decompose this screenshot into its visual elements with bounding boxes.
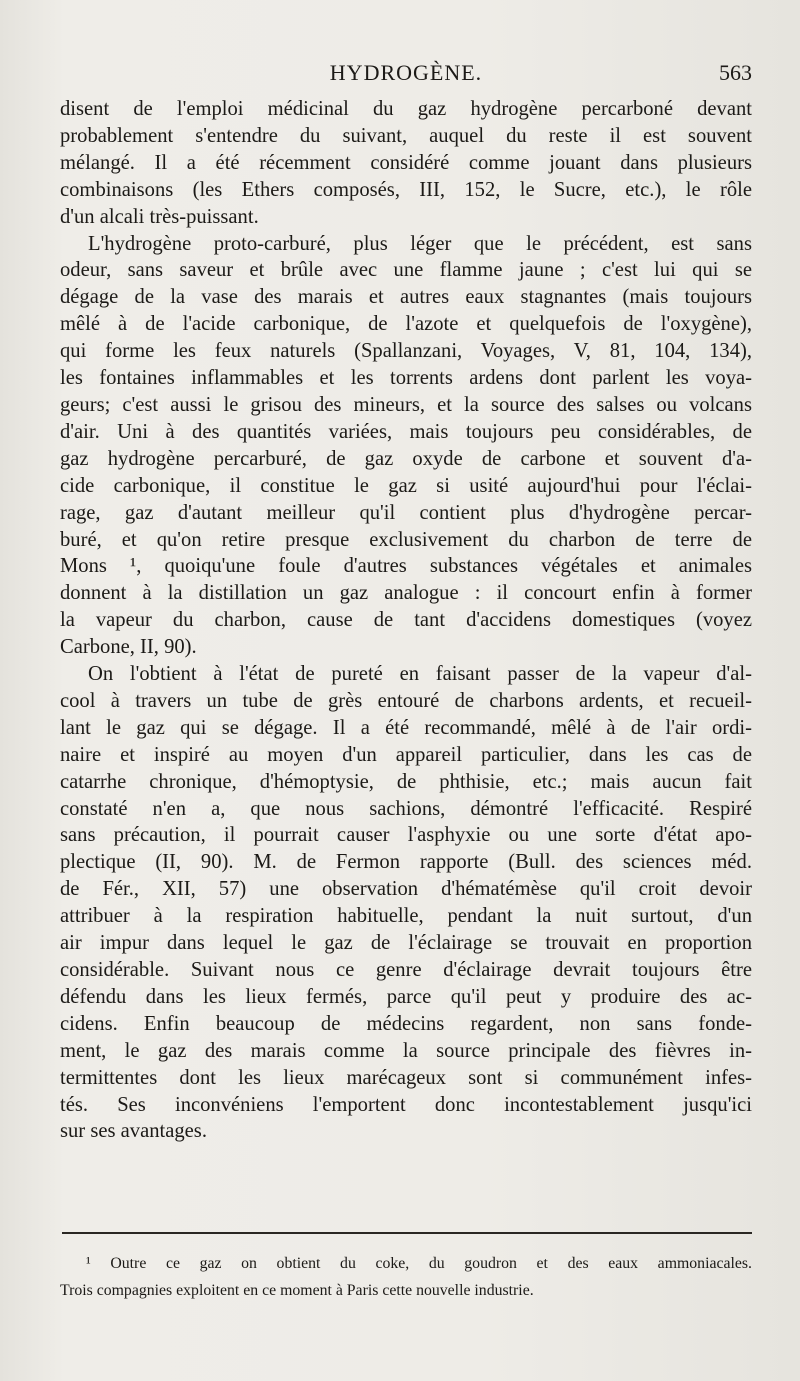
text-line: probablement s'entendre du suivant, auquel du reste il est souvent	[60, 124, 752, 147]
text-line: Carbone, II, 90).	[60, 636, 197, 659]
text-line: mêlé à de l'acide carbonique, de l'azote et quelquefois de l'oxygène),	[60, 313, 752, 336]
text-line: cool à travers un tube de grès entouré de charbons ardents, et recueil-	[60, 689, 752, 712]
text-line: Mons ¹, quoiqu'une foule d'autres substances végétales et animales	[60, 555, 752, 578]
text-line: qui forme les feux naturels (Spallanzani, Voyages, V, 81, 104, 134),	[60, 340, 752, 363]
footnote-line: ¹ Outre ce gaz on obtient du coke, du goudron et des eaux ammoniacales.	[86, 1255, 752, 1272]
text-line: On l'obtient à l'état de pureté en faisant passer de la vapeur d'al-	[88, 663, 752, 686]
text-line: buré, et qu'on retire presque exclusivement du charbon de terre de	[60, 528, 752, 551]
text-line: odeur, sans saveur et brûle avec une flamme jaune ; c'est lui qui se	[60, 259, 752, 282]
text-line: rage, gaz d'autant meilleur qu'il contient plus d'hydrogène percar-	[60, 501, 752, 524]
running-title: HYDROGÈNE.	[329, 60, 483, 85]
footnote-rule	[62, 1232, 752, 1234]
text-line: termittentes dont les lieux marécageux sont si communément infes-	[60, 1066, 752, 1089]
footnote-line: Trois compagnies exploitent en ce moment à Paris cette nouvelle industrie.	[60, 1282, 534, 1299]
text-line: L'hydrogène proto-carburé, plus léger que le précédent, est sans	[88, 232, 752, 255]
text-line: plectique (II, 90). M. de Fermon rapporte (Bull. des sciences méd.	[60, 851, 752, 874]
text-line: constaté n'en a, que nous sachions, démontré l'efficacité. Respiré	[60, 797, 752, 820]
text-line: air impur dans lequel le gaz de l'éclairage se trouvait en proportion	[60, 932, 752, 955]
text-line: catarrhe chronique, d'hémoptysie, de phthisie, etc.; mais aucun fait	[60, 770, 752, 793]
text-line: les fontaines inflammables et les torrents ardens dont parlent les voya-	[60, 367, 752, 390]
text-line: tés. Ses inconvéniens l'emportent donc incontestablement jusqu'ici	[60, 1093, 752, 1116]
text-line: mélangé. Il a été récemment considéré comme jouant dans plusieurs	[60, 151, 752, 174]
text-line: donnent à la distillation un gaz analogue : il concourt enfin à former	[60, 582, 752, 605]
text-line: cidens. Enfin beaucoup de médecins regardent, non sans fonde-	[60, 1012, 752, 1035]
text-line: attribuer à la respiration habituelle, pendant la nuit surtout, d'un	[60, 905, 752, 928]
text-line: lant le gaz qui se dégage. Il a été recommandé, mêlé à de l'air ordi-	[60, 716, 752, 739]
footnotes	[60, 1250, 752, 1304]
text-line: de Fér., XII, 57) une observation d'hématémèse qu'il croit devoir	[60, 878, 752, 901]
text-line: gaz hydrogène percarburé, de gaz oxyde de carbone et souvent d'a-	[60, 447, 752, 470]
text-line: cide carbonique, il constitue le gaz si usité aujourd'hui pour l'éclai-	[60, 474, 752, 497]
text-line: considérable. Suivant nous ce genre d'éclairage devrait toujours être	[60, 959, 752, 981]
text-line: la vapeur du charbon, cause de tant d'accidens domestiques (voyez	[60, 609, 752, 632]
body-text	[60, 96, 752, 1145]
text-line: geurs; c'est aussi le grisou des mineurs, et la source des salses ou volcans	[60, 393, 752, 416]
text-line: disent de l'emploi médicinal du gaz hydrogène percarboné devant	[60, 98, 752, 120]
text-line: sur ses avantages.	[60, 1120, 207, 1143]
text-line: d'air. Uni à des quantités variées, mais toujours peu considérables, de	[60, 420, 752, 443]
text-line: défendu dans les lieux fermés, parce qu'il peut y produire des ac-	[60, 985, 752, 1008]
page-number: 563	[719, 60, 752, 85]
text-line: sans précaution, il pourrait causer l'asphyxie ou une sorte d'état apo-	[60, 824, 752, 847]
text-line: ment, le gaz des marais comme la source principale des fièvres in-	[60, 1039, 752, 1062]
text-line: d'un alcali très-puissant.	[60, 205, 259, 228]
text-line: naire et inspiré au moyen d'un appareil particulier, dans les cas de	[60, 743, 752, 766]
text-line: dégage de la vase des marais et autres eaux stagnantes (mais toujours	[60, 286, 752, 309]
page-header	[60, 60, 752, 96]
text-line: combinaisons (les Ethers composés, III, 152, le Sucre, etc.), le rôle	[60, 178, 752, 201]
